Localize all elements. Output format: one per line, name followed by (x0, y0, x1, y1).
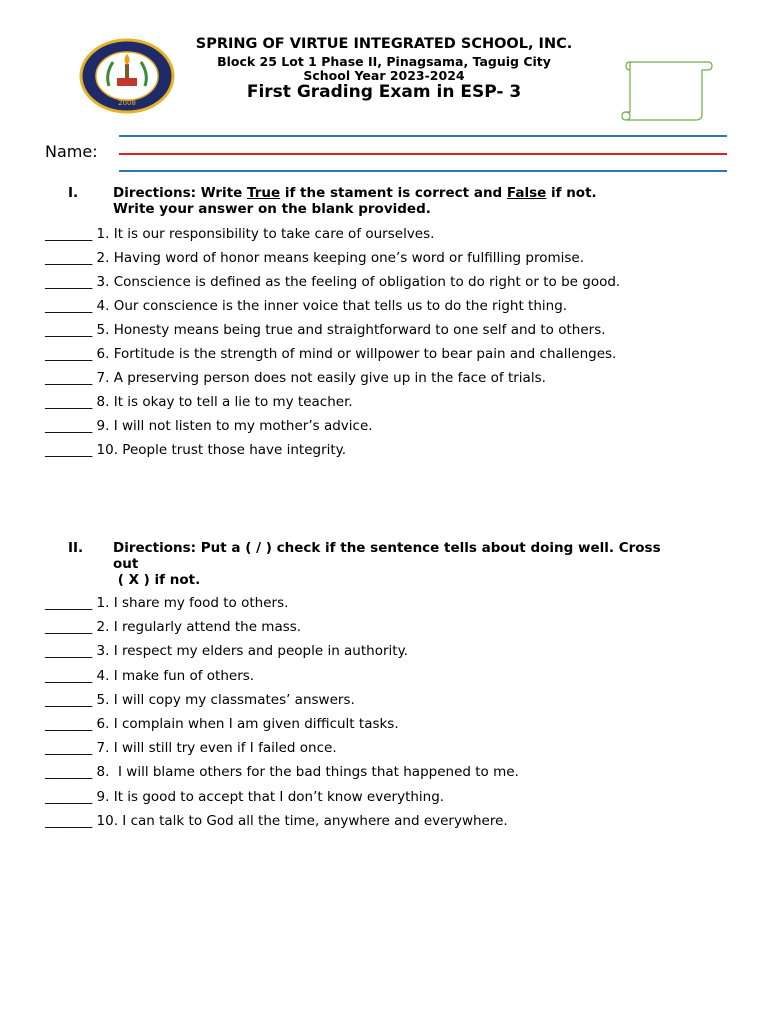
answer-blank[interactable]: _______ (45, 691, 93, 708)
list-item: _______ 4. Our conscience is the inner voice that tells us to do the right thing. (45, 298, 568, 314)
section-1-directions (113, 185, 733, 217)
name-label: Name: (45, 142, 98, 161)
exam-title: First Grading Exam in ESP- 3 (246, 82, 522, 102)
answer-blank[interactable]: _______ (45, 346, 93, 362)
list-item: _______ 9. It is good to accept that I don’t know everything. (45, 788, 445, 805)
list-item: _______ 1. I share my food to others. (45, 595, 289, 611)
school-name: SPRING OF VIRTUE INTEGRATED SCHOOL, INC. (195, 36, 573, 52)
answer-blank[interactable]: _______ (45, 764, 93, 781)
answer-blank[interactable]: _______ (45, 442, 93, 458)
list-item: _______ 1. It is our responsibility to take care of ourselves. (45, 226, 435, 242)
list-item: _______ 10. People trust those have integrity. (45, 442, 347, 458)
answer-blank[interactable]: _______ (45, 250, 93, 266)
section-1-number: I. (68, 185, 79, 201)
list-item: _______ 6. Fortitude is the strength of mind or willpower to bear pain and challenges. (45, 346, 617, 362)
school-year: School Year 2023-2024 (303, 68, 465, 83)
dir-text-a: Directions: Write (113, 185, 247, 201)
name-line-bottom (119, 170, 727, 172)
answer-blank[interactable]: _______ (45, 595, 93, 611)
section-2-number: II. (68, 540, 84, 556)
list-item: _______ 5. Honesty means being true and straightforward to one self and to others. (45, 322, 606, 338)
answer-blank[interactable]: _______ (45, 788, 93, 805)
answer-blank[interactable]: _______ (45, 394, 93, 410)
list-item: _______ 7. A preserving person does not easily give up in the face of trials. (45, 370, 546, 386)
school-address: Block 25 Lot 1 Phase II, Pinagsama, Taguig City (217, 54, 551, 69)
list-item: _______ 10. I can talk to God all the time, anywhere and everywhere. (45, 812, 508, 829)
section-2-items (45, 595, 745, 837)
list-item: _______ 4. I make fun of others. (45, 667, 255, 684)
list-item: _______ 5. I will copy my classmates’ answers. (45, 691, 355, 708)
dir-text-c: if not. (546, 185, 597, 201)
svg-text:2008: 2008 (118, 99, 136, 107)
answer-blank[interactable]: _______ (45, 274, 93, 290)
dir-text-b: if the stament is correct and (280, 185, 507, 201)
list-item: _______ 7. I will still try even if I failed once. (45, 740, 337, 757)
false-keyword: False (506, 185, 547, 201)
list-item: _______ 8. It is okay to tell a lie to my teacher. (45, 394, 353, 410)
list-item: _______ 8. I will blame others for the bad things that happened to me. (45, 764, 519, 781)
answer-blank[interactable]: _______ (45, 370, 93, 386)
list-item: _______ 3. I respect my elders and people in authority. (45, 643, 408, 660)
answer-blank[interactable]: _______ (45, 298, 93, 314)
answer-blank[interactable]: _______ (45, 740, 93, 757)
list-item: _______ 9. I will not listen to my mother’s advice. (45, 418, 373, 434)
list-item: _______ 3. Conscience is defined as the feeling of obligation to do right or to be good. (45, 274, 621, 290)
dir-line-1: Directions: Put a ( / ) check if the sentence tells about doing well. Cross out (113, 540, 661, 572)
section-2-directions (113, 540, 688, 588)
section-1-items (45, 226, 745, 466)
name-line-middle[interactable] (119, 153, 727, 155)
list-item: _______ 2. Having word of honor means keeping one’s word or fulfilling promise. (45, 250, 584, 266)
answer-blank[interactable]: _______ (45, 226, 93, 242)
answer-blank[interactable]: _______ (45, 418, 93, 434)
answer-blank[interactable]: _______ (45, 715, 93, 732)
answer-blank[interactable]: _______ (45, 619, 93, 636)
list-item: _______ 2. I regularly attend the mass. (45, 619, 302, 636)
dir-line-2: Write your answer on the blank provided. (113, 201, 431, 217)
answer-blank[interactable]: _______ (45, 322, 93, 338)
name-line-top (119, 135, 727, 137)
score-scroll (620, 56, 714, 126)
true-keyword: True (247, 185, 281, 201)
answer-blank[interactable]: _______ (45, 812, 93, 829)
answer-blank[interactable]: _______ (45, 643, 93, 660)
answer-blank[interactable]: _______ (45, 667, 93, 684)
list-item: _______ 6. I complain when I am given difficult tasks. (45, 715, 399, 732)
dir-line-2: ( X ) if not. (113, 572, 201, 588)
